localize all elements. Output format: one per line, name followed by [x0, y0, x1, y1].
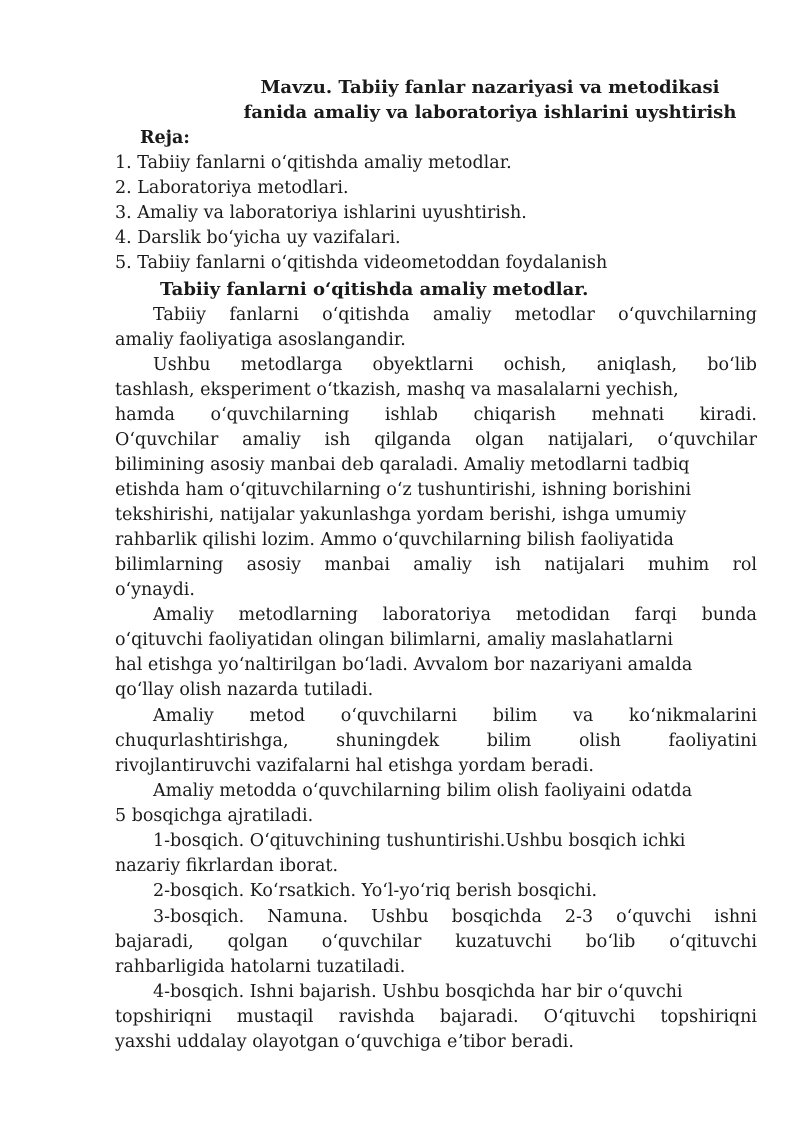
- paragraph-line: Ushbu metodlarga obyektlarni ochish, aniqlash, boʻlib: [153, 355, 757, 375]
- paragraph-line: qoʻllay olish nazarda tutiladi.: [115, 680, 374, 700]
- paragraph-line: 5 bosqichga ajratiladi.: [115, 806, 314, 826]
- paragraph-line: bajaradi, qolgan oʻquvchilar kuzatuvchi boʻlib oʻqituvchi: [115, 932, 757, 952]
- plan-item: 2. Laboratoriya metodlari.: [115, 178, 349, 198]
- section-heading: Tabiiy fanlarni oʻqitishda amaliy metodlar.: [160, 279, 589, 300]
- document-title-line-1: Mavzu. Tabiiy fanlar nazariyasi va metodikasi: [260, 77, 720, 98]
- paragraph-line: amaliy faoliyatiga asoslangandir.: [115, 330, 406, 350]
- paragraph-line: yaxshi uddalay olayotgan oʻquvchiga eʼtibor beradi.: [115, 1032, 574, 1052]
- paragraph-line: chuqurlashtirishga, shuningdek bilim olish faoliyatini: [115, 731, 757, 751]
- paragraph-line: etishda ham oʻqituvchilarning oʻz tushuntirishi, ishning borishini: [115, 480, 692, 500]
- paragraph-line: bilimining asosiy manbai deb qaraladi. Amaliy metodlarni tadbiq: [115, 455, 690, 475]
- paragraph-line: Amaliy metod oʻquvchilarni bilim va koʻnikmalarini: [153, 706, 757, 726]
- paragraph-line: rivojlantiruvchi vazifalarni hal etishga yordam beradi.: [115, 756, 594, 776]
- paragraph-line: Amaliy metodda oʻquvchilarning bilim olish faoliyaini odatda: [153, 781, 693, 801]
- paragraph-line: tashlash, eksperiment oʻtkazish, mashq va masalalarni yechish,: [115, 380, 679, 400]
- plan-item: 3. Amaliy va laboratoriya ishlarini uyushtirish.: [115, 203, 527, 223]
- paragraph-line: Oʻquvchilar amaliy ish qilganda olgan natijalari, oʻquvchilar: [115, 430, 757, 450]
- paragraph-line: rahbarlik qilishi lozim. Ammo oʻquvchilarning bilish faoliyatida: [115, 530, 674, 550]
- paragraph-line: tekshirishi, natijalar yakunlashga yordam berishi, ishga umumiy: [115, 505, 687, 525]
- paragraph-line: oʻqituvchi faoliyatidan olingan bilimlarni, amaliy maslahatlarni: [115, 630, 673, 650]
- plan-item: 5. Tabiiy fanlarni oʻqitishda videometoddan foydalanish: [115, 253, 608, 273]
- paragraph-line: hamda oʻquvchilarning ishlab chiqarish mehnati kiradi.: [115, 405, 757, 425]
- paragraph-line: oʻynaydi.: [115, 580, 195, 600]
- plan-label: Reja:: [140, 128, 190, 148]
- document-title-line-2: fanida amaliy va laboratoriya ishlarini uyshtirish: [243, 102, 737, 123]
- paragraph-line: 1-bosqich. Oʻqituvchining tushuntirishi.Ushbu bosqich ichki: [153, 831, 686, 851]
- paragraph-line: 3-bosqich. Namuna. Ushbu bosqichda 2-3 oʻquvchi ishni: [153, 907, 757, 927]
- plan-item: 1. Tabiiy fanlarni oʻqitishda amaliy metodlar.: [115, 153, 512, 173]
- paragraph-line: rahbarligida hatolarni tuzatiladi.: [115, 957, 406, 977]
- paragraph-line: topshiriqni mustaqil ravishda bajaradi. Oʻqituvchi topshiriqni: [115, 1007, 757, 1027]
- paragraph-line: Tabiiy fanlarni oʻqitishda amaliy metodlar oʻquvchilarning: [153, 305, 757, 325]
- paragraph-line: nazariy fikrlardan iborat.: [115, 856, 339, 876]
- paragraph-line: hal etishga yoʻnaltirilgan boʻladi. Avvalom bor nazariyani amalda: [115, 655, 693, 675]
- plan-item: 4. Darslik boʻyicha uy vazifalari.: [115, 228, 401, 248]
- paragraph-line: bilimlarning asosiy manbai amaliy ish natijalari muhim rol: [115, 555, 757, 575]
- paragraph-line: Amaliy metodlarning laboratoriya metodidan farqi bunda: [153, 605, 757, 625]
- paragraph-line: 2-bosqich. Koʻrsatkich. Yoʻl-yoʻriq berish bosqichi.: [153, 881, 598, 901]
- paragraph-line: 4-bosqich. Ishni bajarish. Ushbu bosqichda har bir oʻquvchi: [153, 982, 683, 1002]
